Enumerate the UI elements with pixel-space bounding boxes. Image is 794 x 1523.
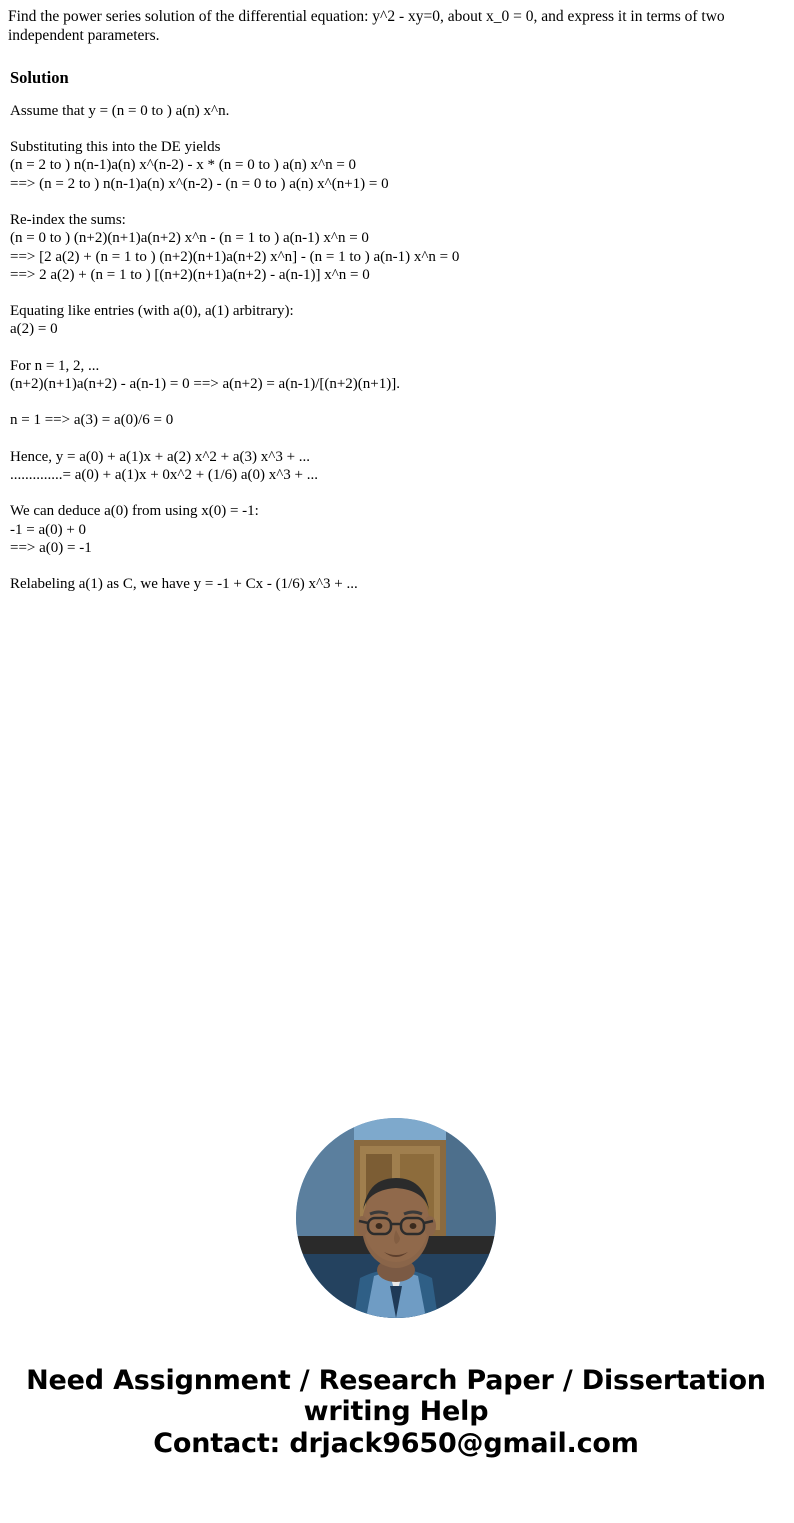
cta-line-3: Contact: drjack9650@gmail.com <box>153 1427 639 1459</box>
solution-block-substitute <box>10 138 784 193</box>
solution-line: Substituting this into the DE yields <box>10 139 221 156</box>
solution-line: We can deduce a(0) from using x(0) = -1: <box>10 503 259 520</box>
solution-heading: Solution <box>10 67 69 87</box>
cta-line-2: writing Help <box>303 1395 489 1427</box>
solution-block-assume <box>10 102 784 120</box>
problem-statement: Find the power series solution of the differential equation: y^2 - xy=0, about x_0 = 0, and express it in terms of two independent parameters. <box>8 8 725 44</box>
portrait-illustration <box>296 1118 496 1318</box>
contact-cta <box>8 1366 784 1459</box>
avatar <box>296 1118 496 1318</box>
solution-line: (n+2)(n+1)a(n+2) - a(n-1) = 0 ==> a(n+2) = a(n-1)/[(n+2)(n+1)]. <box>10 376 400 393</box>
solution-line: a(2) = 0 <box>10 321 58 338</box>
solution-line: Re-index the sums: <box>10 212 126 228</box>
solution-line: ==> 2 a(2) + (n = 1 to ) [(n+2)(n+1)a(n+2) - a(n-1)] x^n = 0 <box>10 266 370 283</box>
portrait-container <box>8 1118 784 1318</box>
solution-block-hence <box>10 448 784 485</box>
solution-line: (n = 2 to ) n(n-1)a(n) x^(n-2) - x * (n = 0 to ) a(n) x^n = 0 <box>10 157 357 174</box>
solution-block-recurrence <box>10 357 784 394</box>
solution-line: For n = 1, 2, ... <box>10 357 100 374</box>
solution-line: Assume that y = (n = 0 to ) a(n) x^n. <box>10 102 230 119</box>
solution-block-equating <box>10 302 784 339</box>
solution-line: -1 = a(0) + 0 <box>10 521 87 538</box>
solution-line: Hence, y = a(0) + a(1)x + a(2) x^2 + a(3) x^3 + ... <box>10 448 311 465</box>
solution-line: (n = 0 to ) (n+2)(n+1)a(n+2) x^n - (n = 1 to ) a(n-1) x^n = 0 <box>10 230 369 247</box>
solution-line: n = 1 ==> a(3) = a(0)/6 = 0 <box>10 412 174 429</box>
solution-line: ==> a(0) = -1 <box>10 539 92 556</box>
solution-block-relabel <box>10 575 784 593</box>
solution-block-reindex <box>10 211 784 284</box>
cta-line-1: Need Assignment / Research Paper / Dissertation <box>26 1365 766 1397</box>
solution-line: Equating like entries (with a(0), a(1) arbitrary): <box>10 303 294 320</box>
solution-block-deduce <box>10 502 784 557</box>
solution-block-n-equals-1 <box>10 411 784 429</box>
solution-line: ==> [2 a(2) + (n = 1 to ) (n+2)(n+1)a(n+2) x^n] - (n = 1 to ) a(n-1) x^n = 0 <box>10 248 460 265</box>
solution-line: Relabeling a(1) as C, we have y = -1 + Cx - (1/6) x^3 + ... <box>10 576 358 593</box>
solution-line: ==> (n = 2 to ) n(n-1)a(n) x^(n-2) - (n = 0 to ) a(n) x^(n+1) = 0 <box>10 175 389 192</box>
solution-line: ..............= a(0) + a(1)x + 0x^2 + (1/6) a(0) x^3 + ... <box>10 466 318 483</box>
